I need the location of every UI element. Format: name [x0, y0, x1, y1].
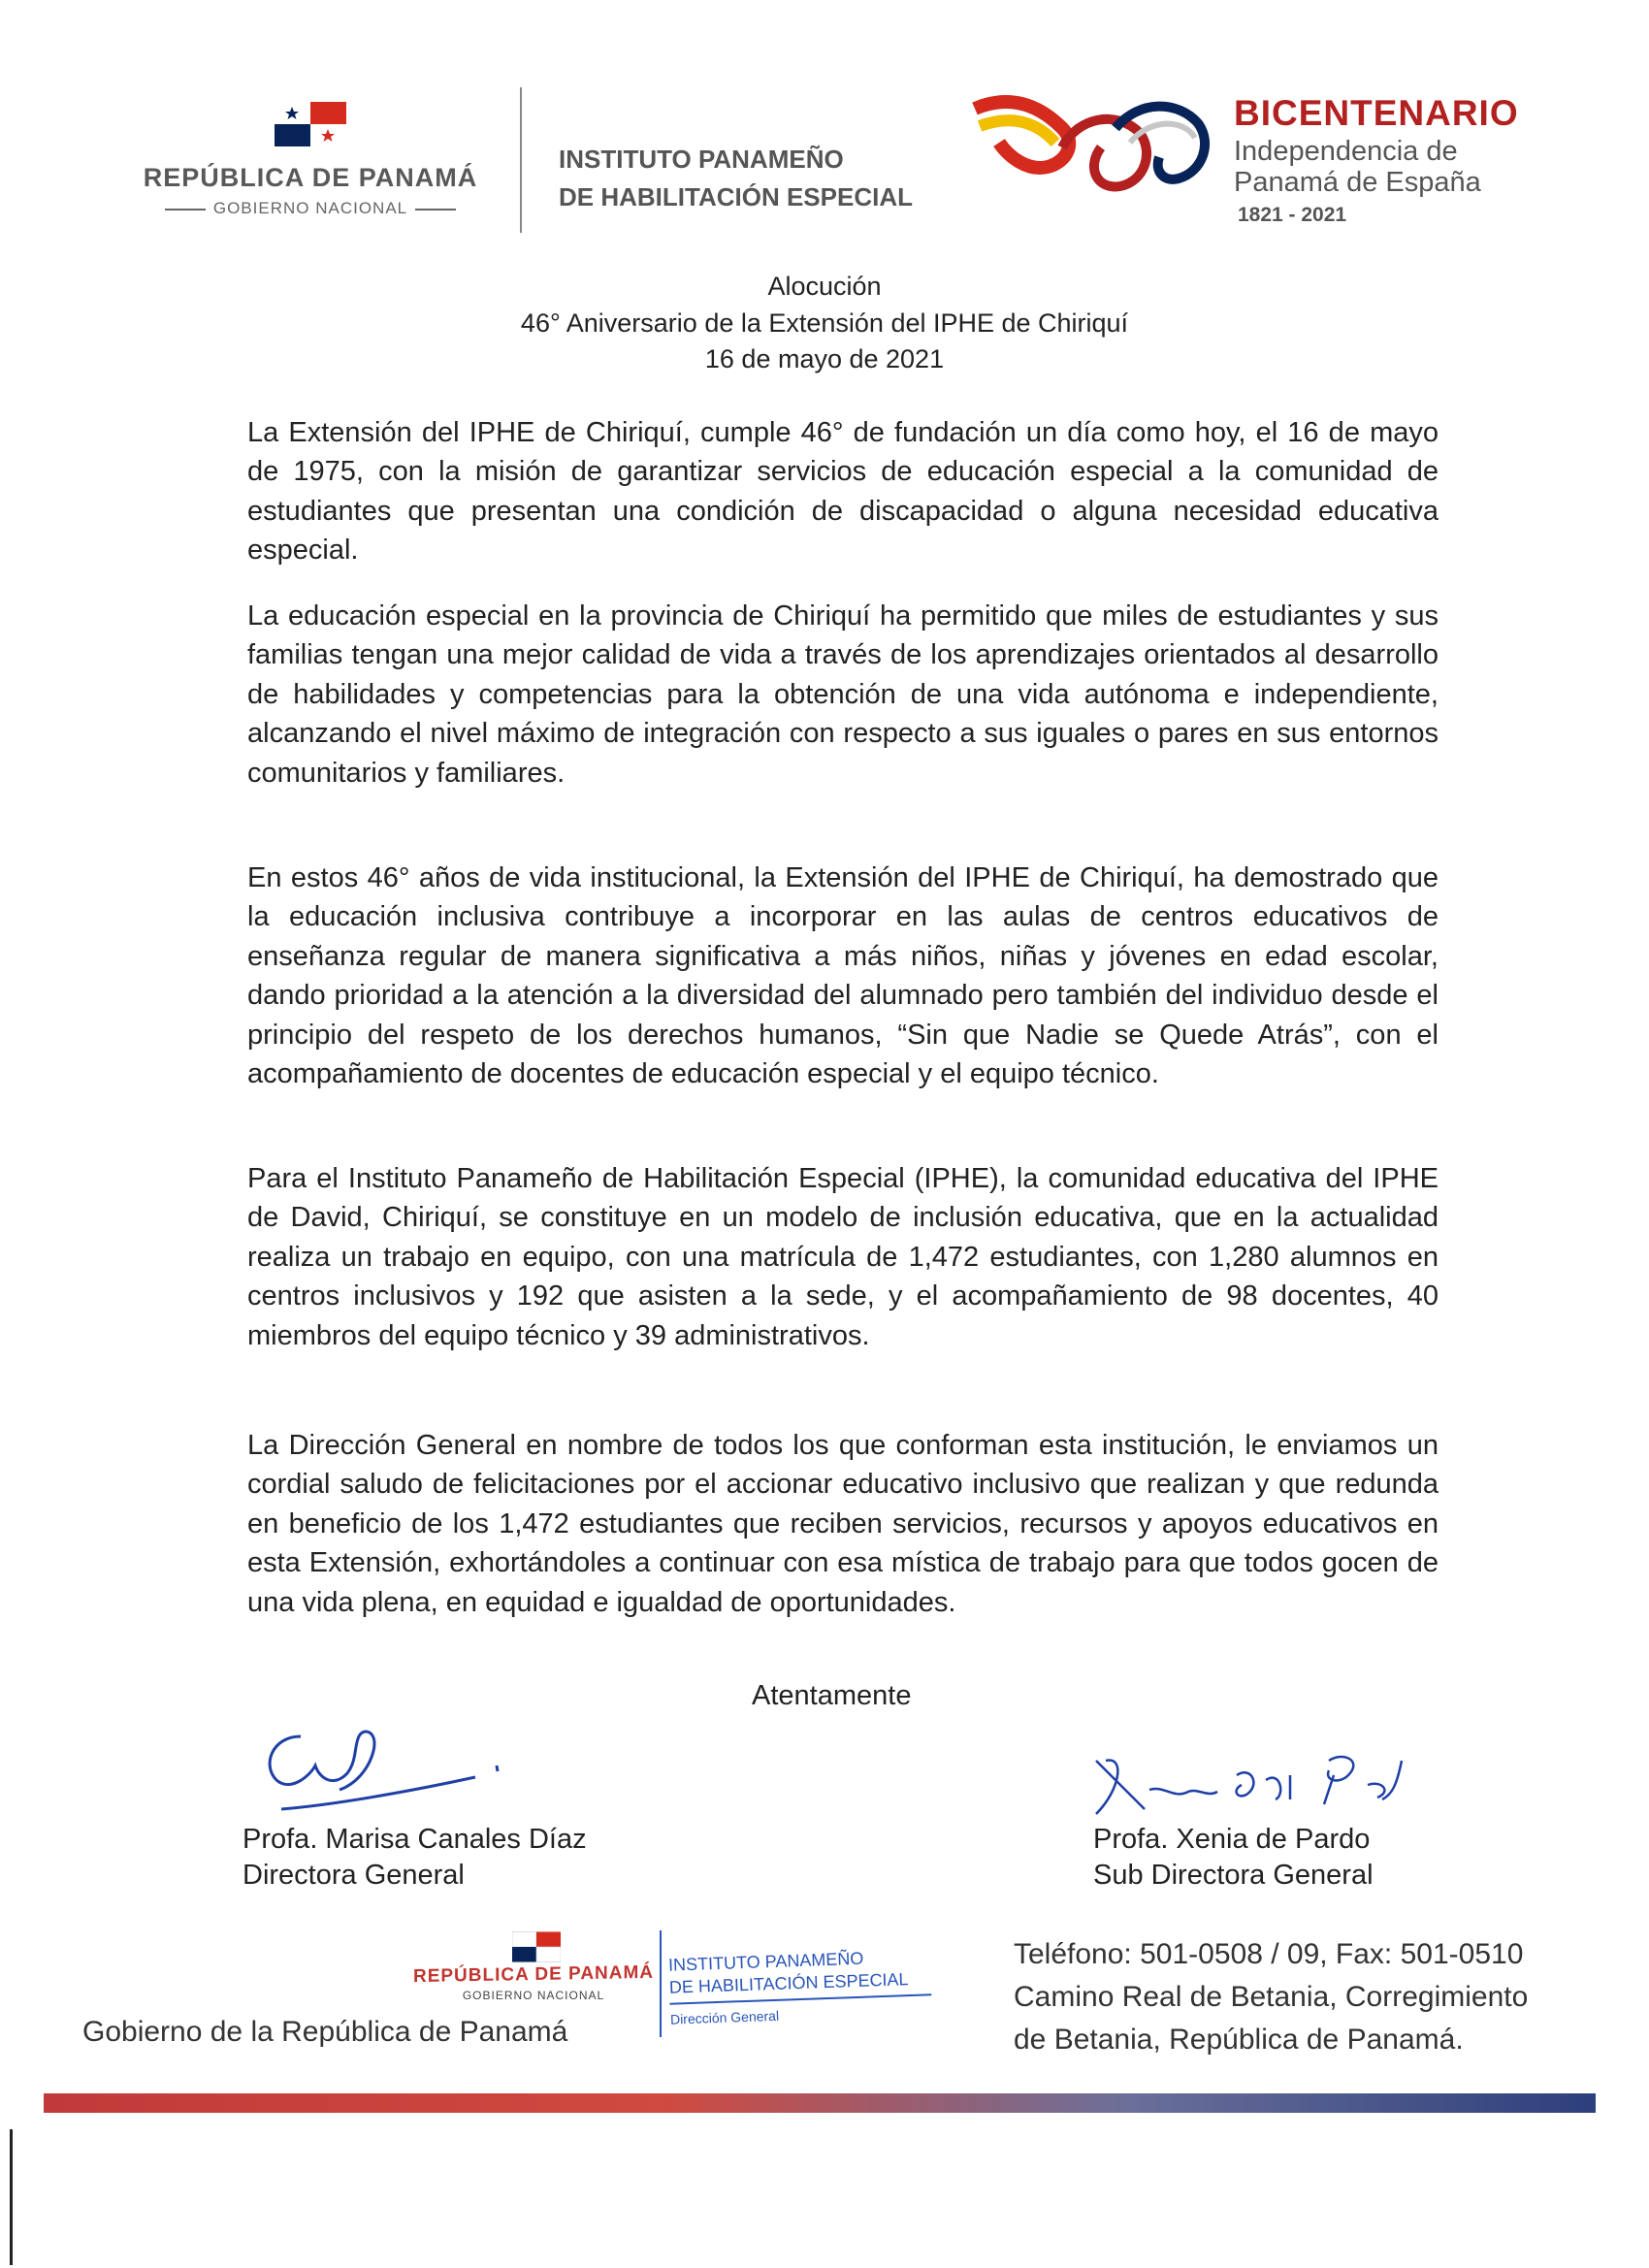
paragraph-5: La Dirección General en nombre de todos los que conforman esta institución, le enviamos un cordial saludo de felicitaciones por el accionar educativo inclusivo que realizan y que redunda en beneficio de los 1,472 estudiantes que reciben servicios, recursos y apoyos educativos en esta Extensión, exhortándoles a continuar con esa mística de trabajo para que todos gocen de una vida plena, en equidad e igualdad de oportunidades. — [247, 1430, 1439, 1618]
signer-2-role: Sub Directora General — [1093, 1860, 1374, 1891]
contact-address-1: Camino Real de Betania, Corregimiento — [1014, 1981, 1529, 2013]
signer-1-role: Directora General — [242, 1860, 465, 1891]
closing-salutation: Atentamente — [752, 1680, 912, 1711]
bicentenario-years: 1821 - 2021 — [1238, 204, 1347, 226]
footer-gobierno-nacional: GOBIERNO NACIONAL — [462, 1989, 605, 2002]
republica-panama-title: REPÚBLICA DE PANAMÁ — [143, 163, 478, 192]
scan-edge-mark — [10, 2129, 13, 2265]
stamp-divider — [660, 1930, 662, 2037]
paragraph-3: En estos 46° años de vida institucional, la Extensión del IPHE de Chiriquí, ha demostrado que la educación inclusiva contribuye a incorporar en las aulas de centros educativos de enseñanza regular de manera significativa a más niños, niñas y jóvenes en edad escolar, dando prioridad a la atención a la diversidad del alumnado pero también del individuo desde el principio del respeto de los derechos humanos, “Sin que Nadie se Quede Atrás”, con el acompañamiento de docentes de educación especial y el equipo técnico. — [247, 862, 1439, 1090]
footer-color-bar — [44, 2093, 1596, 2113]
bicentenario-subtitle: Independencia de Panamá de España — [1234, 136, 1481, 198]
footer-republica: REPÚBLICA DE PANAMÁ — [412, 1961, 655, 1988]
header-divider — [520, 87, 522, 233]
contact-address-2: de Betania, República de Panamá. — [1014, 2024, 1464, 2056]
footer-flag-logo — [512, 1930, 561, 1963]
paragraph-4: Para el Instituto Panameño de Habilitación Especial (IPHE), la comunidad educativa del IPHE de David, Chiriquí, se constituye en un modelo de inclusión educativa, que en la actualidad realiza un trabajo en equipo, con una matrícula de 1,472 estudiantes, con 1,280 alumnos en centros inclusivos y 192 que asisten a la sede, y el acompañamiento de 98 docentes, 40 miembros del equipo técnico y 39 administrativos. — [247, 1163, 1439, 1351]
signer-2 — [1093, 1822, 1374, 1894]
institute-stamp: INSTITUTO PANAMEÑO DE HABILITACIÓN ESPECIAL Dirección General — [668, 1945, 933, 2030]
contact-info — [1014, 1933, 1528, 2061]
signer-2-name: Profa. Xenia de Pardo — [1093, 1824, 1371, 1855]
bicentenario-title: BICENTENARIO — [1234, 93, 1519, 133]
contact-phone: Teléfono: 501-0508 / 09, Fax: 501-0510 — [1014, 1938, 1524, 1970]
panama-flag-logo — [275, 102, 346, 146]
signer-1-name: Profa. Marisa Canales Díaz — [242, 1824, 587, 1855]
instituto-name: INSTITUTO PANAMEÑO DE HABILITACIÓN ESPECIAL — [559, 145, 913, 211]
signer-1 — [242, 1822, 587, 1894]
paragraph-1: La Extensión del IPHE de Chiriquí, cumple 46° de fundación un día como hoy, el 16 de mayo de 1975, con la misión de garantizar servicios de educación especial a la comunidad de estudiantes que presentan una condición de discapacidad o alguna necesidad educativa especial. — [247, 417, 1439, 567]
document-date: 16 de mayo de 2021 — [704, 344, 945, 373]
bicentenario-ribbon-logo — [970, 89, 1227, 206]
gobierno-nacional-label: GOBIERNO NACIONAL — [126, 199, 495, 218]
document-title: Alocución — [767, 272, 882, 301]
paragraph-2: La educación especial en la provincia de Chiriquí ha permitido que miles de estudiantes y sus familias tengan una mejor calidad de vida a través de los aprendizajes orientados al desarrollo de habilidades y competencias para la obtención de una vida autónoma e independiente, alcanzando el nivel máximo de integración con respecto a sus iguales o pares en sus entornos comunitarios y familiares. — [247, 600, 1439, 789]
document-subtitle: 46° Aniversario de la Extensión del IPHE de Chiriquí — [520, 308, 1129, 338]
footer-gobierno-republica: Gobierno de la República de Panamá — [82, 2016, 568, 2048]
